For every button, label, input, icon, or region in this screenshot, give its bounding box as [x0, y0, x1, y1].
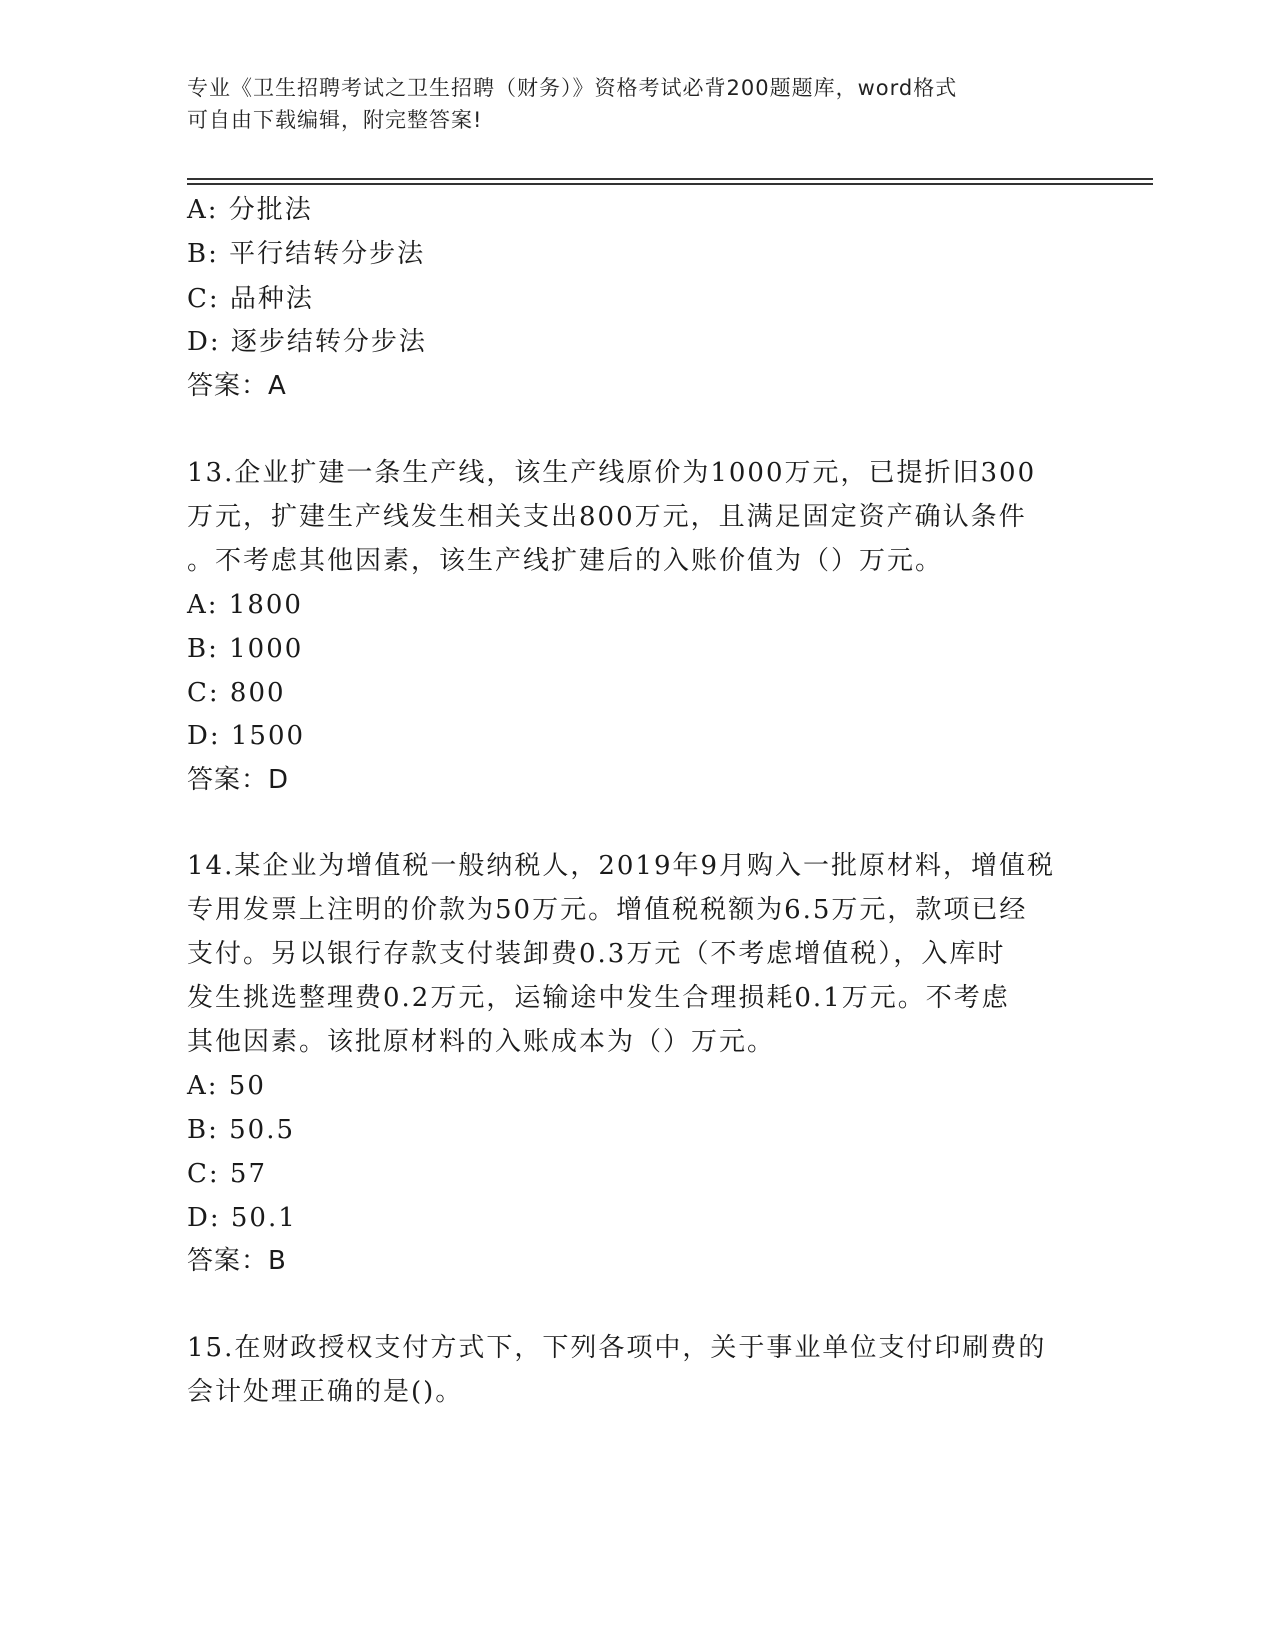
q14-text-line-5: 其他因素。该批原材料的入账成本为（）万元。 [187, 1027, 776, 1057]
q13-text-line-1: 13.企业扩建一条生产线，该生产线原价为1000万元，已提折旧300 [187, 458, 1037, 488]
header-line-1: 专业《卫生招聘考试之卫生招聘（财务）》资格考试必背200题题库，word格式 [187, 76, 958, 100]
header-rule-bottom [187, 183, 1153, 185]
q14-text-line-2: 专用发票上注明的价款为50万元。增值税税额为6.5万元，款项已经 [187, 895, 1028, 925]
q12-option-a: A: 分批法 [187, 195, 313, 225]
q12-answer: 答案：A [187, 371, 287, 401]
q14-text-line-4: 发生挑选整理费0.2万元，运输途中发生合理损耗0.1万元。不考虑 [187, 983, 1010, 1013]
document-header [187, 72, 1087, 136]
q12-option-d: D: 逐步结转分步法 [187, 327, 427, 357]
q13-text-line-3: 。不考虑其他因素，该生产线扩建后的入账价值为（）万元。 [187, 546, 944, 576]
q14-option-d: D: 50.1 [187, 1203, 297, 1233]
q12-option-b: B: 平行结转分步法 [187, 239, 426, 269]
q13-option-c: C: 800 [187, 678, 286, 708]
q14-option-a: A: 50 [187, 1071, 266, 1101]
q14-text-line-3: 支付。另以银行存款支付装卸费0.3万元（不考虑增值税），入库时 [187, 939, 1006, 969]
q13-option-b: B: 1000 [187, 634, 304, 664]
q13-text-line-2: 万元，扩建生产线发生相关支出800万元，且满足固定资产确认条件 [187, 502, 1027, 532]
q14-option-b: B: 50.5 [187, 1115, 296, 1145]
q15-text-line-1: 15.在财政授权支付方式下，下列各项中，关于事业单位支付印刷费的 [187, 1333, 1047, 1363]
header-line-2: 可自由下载编辑，附完整答案! [187, 108, 483, 132]
q14-text-line-1: 14.某企业为增值税一般纳税人，2019年9月购入一批原材料，增值税 [187, 851, 1056, 881]
header-rule-top [187, 178, 1153, 180]
q13-option-a: A: 1800 [187, 590, 303, 620]
q13-answer: 答案：D [187, 765, 290, 795]
q15-text-line-2: 会计处理正确的是()。 [187, 1377, 464, 1407]
q14-option-c: C: 57 [187, 1159, 268, 1189]
q12-option-c: C: 品种法 [187, 284, 314, 314]
q14-answer: 答案：B [187, 1246, 287, 1276]
q13-option-d: D: 1500 [187, 721, 306, 751]
